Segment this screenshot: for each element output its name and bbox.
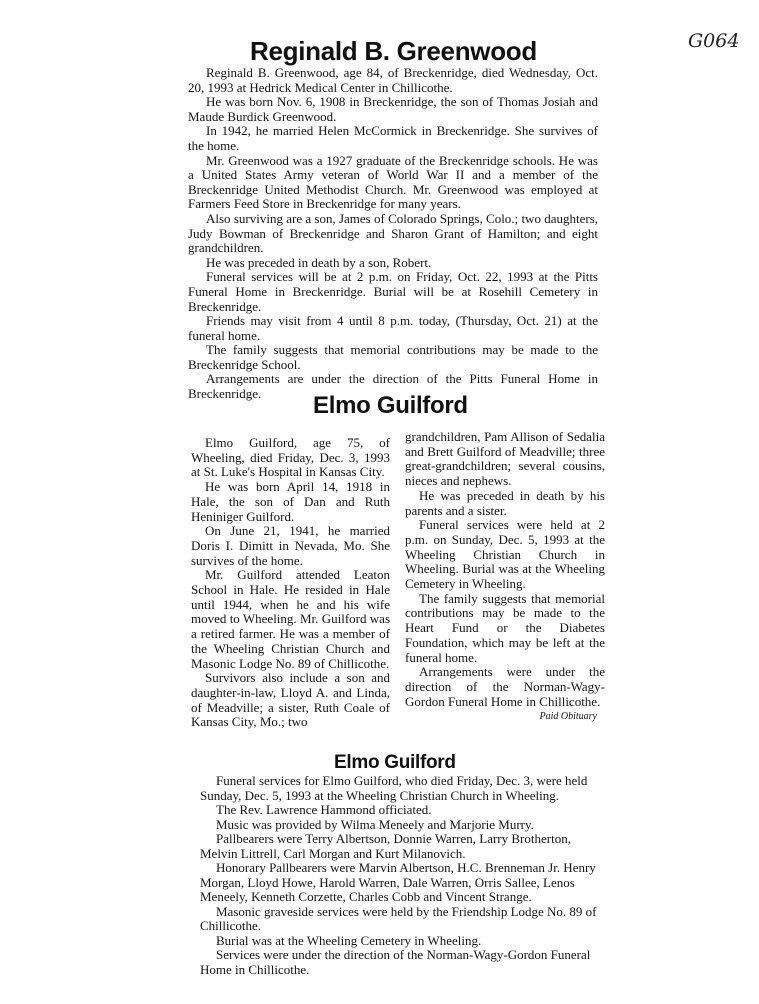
paragraph: The family suggests that memorial contributions may be made to the Heart Fund or the Diabetes Foundation, which may be left at the funeral home. [405, 590, 605, 665]
paragraph: On June 21, 1941, he married Doris I. Dimitt in Nevada, Mo. She survives of the home. [191, 523, 390, 568]
paragraph: He was preceded in death by a son, Robert. [206, 254, 432, 270]
obituary-1-body [188, 66, 598, 402]
paragraph: He was preceded in death by his parents and a sister. [405, 487, 605, 518]
paragraph: The Rev. Lawrence Hammond officiated. [216, 802, 432, 817]
obituary-2-right-column [405, 430, 605, 725]
obituary-3-body [200, 774, 606, 977]
paragraph: Funeral services for Elmo Guilford, who died Friday, Dec. 3, were held Sunday, Dec. 5, 1993 at the Wheeling Christian Church in Wheeling. [200, 773, 588, 803]
obituary-1-title: Reginald B. Greenwood [250, 36, 537, 66]
paragraph: He was born April 14, 1918 in Hale, the son of Dan and Ruth Heniniger Guilford. [191, 479, 390, 524]
obituary-3-title: Elmo Guilford [334, 752, 456, 773]
paragraph: Survivors also include a son and daughter-in-law, Lloyd A. and Linda, of Meadville; a sister, Ruth Coale of Kansas City, Mo.; two [191, 670, 390, 730]
paragraph-continued: grandchildren, Pam Allison of Sedalia and Brett Guilford of Meadville; three great-grandchildren; several cousins, nieces and nephews. [405, 429, 605, 489]
paragraph: Mr. Guilford attended Leaton School in Hale. He resided in Hale until 1944, when he and his wife moved to Wheeling. Mr. Guilford was a retired farmer. He was a member of the Wheeling Christian Church and Masonic Lodge No. 89 of Chillicothe. [191, 567, 390, 671]
paragraph: Burial was at the Wheeling Cemetery in Wheeling. [216, 932, 482, 948]
obituary-2-left-column [191, 436, 390, 730]
paragraph: Pallbearers were Terry Albertson, Donnie Warren, Larry Brotherton, Melvin Littrell, Carl Morgan and Kurt Milanovich. [200, 831, 571, 861]
paragraph: Elmo Guilford, age 75, of Wheeling, died Friday, Dec. 3, 1993 at St. Luke's Hospital in Kansas City. [191, 435, 390, 480]
paragraph: Honorary Pallbearers were Marvin Albertson, H.C. Brenneman Jr. Henry Morgan, Lloyd Howe, Harold Warren, Dale Warren, Orris Sallee, Lenos Meneely, Kenneth Corzette, Charles Cobb and Vincent Strange. [200, 860, 596, 904]
obituary-2-title: Elmo Guilford [313, 392, 468, 419]
paragraph: Arrangements were under the direction of the Norman-Wagy-Gordon Funeral Home in Chillicothe. [405, 664, 605, 709]
paragraph: Masonic graveside services were held by the Friendship Lodge No. 89 of Chillicothe. [200, 903, 597, 933]
paragraph: Services were under the direction of the Norman-Wagy-Gordon Funeral Home in Chillicothe. [200, 947, 591, 977]
paragraph: Music was provided by Wilma Meneely and Marjorie Murry. [216, 816, 534, 832]
paragraph: In 1942, he married Helen McCormick in Breckenridge. She survives of the home. [188, 123, 598, 153]
handwritten-code: G064 [688, 30, 740, 52]
paragraph: He was born Nov. 6, 1908 in Breckenridge, the son of Thomas Josiah and Maude Burdick Greenwood. [188, 94, 598, 124]
paragraph: The family suggests that memorial contributions may be made to the Breckenridge School. [188, 342, 598, 372]
paragraph: Friends may visit from 4 until 8 p.m. today, (Thursday, Oct. 21) at the funeral home. [188, 313, 598, 343]
paid-obituary-notice: Paid Obituary [539, 711, 597, 723]
paragraph: Arrangements are under the direction of the Pitts Funeral Home in Breckenridge. [188, 371, 598, 402]
paragraph: Mr. Greenwood was a 1927 graduate of the Breckenridge schools. He was a United States Army veteran of World War II and a member of the Breckenridge United Methodist Church. Mr. Greenwood was employed at Farmers Feed Store in Breckenridge for many years. [188, 152, 598, 212]
paragraph: Funeral services were held at 2 p.m. on Sunday, Dec. 5, 1993 at the Wheeling Christian Church in Wheeling. Burial was at the Wheeling Cemetery in Wheeling. [405, 517, 605, 592]
paragraph: Also surviving are a son, James of Colorado Springs, Colo.; two daughters, Judy Bowman of Breckenridge and Sharon Grant of Hamilton; and eight grandchildren. [188, 210, 598, 256]
paragraph: Reginald B. Greenwood, age 84, of Breckenridge, died Wednesday, Oct. 20, 1993 at Hedrick Medical Center in Chillicothe. [188, 65, 598, 95]
paragraph: Funeral services will be at 2 p.m. on Friday, Oct. 22, 1993 at the Pitts Funeral Home in Breckenridge. Burial will be at Rosehill Cemetery in Breckenridge. [188, 269, 598, 314]
